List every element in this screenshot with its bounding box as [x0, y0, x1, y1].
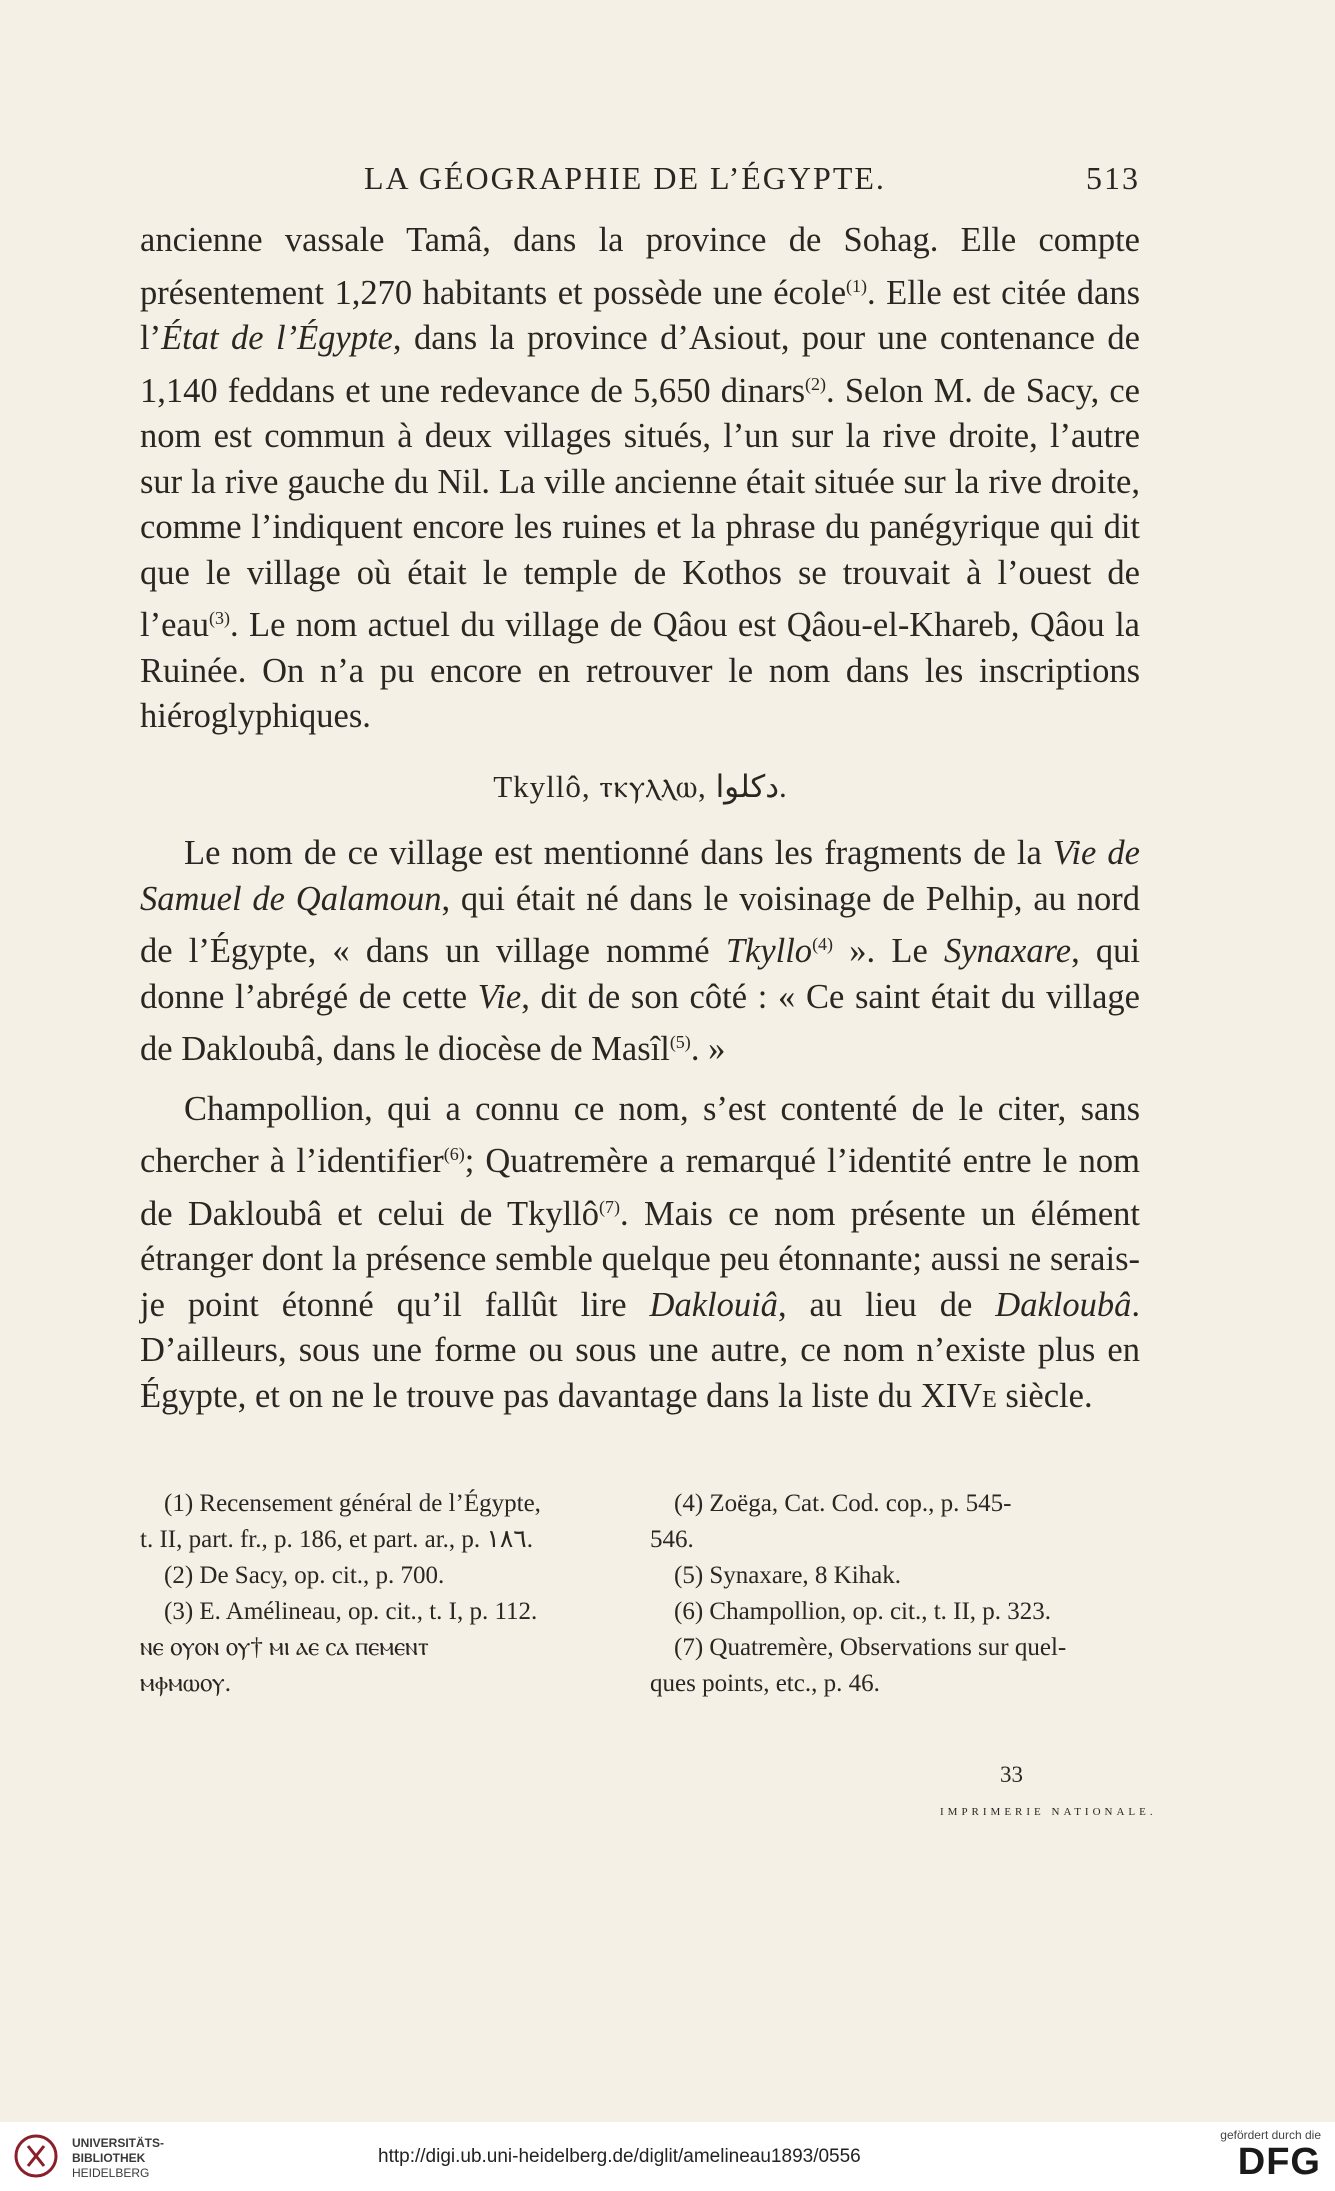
footnote-ref[interactable]: (3) — [208, 608, 230, 628]
footnote-2: (2) De Sacy, op. cit., p. 700. — [164, 1562, 445, 1589]
paragraph-2: Le nom de ce village est mentionné dans les fragments de la Vie de Samuel de Qalamoun, qui était né dans le voisinage de Pelhip, au nord de l’Égypte, « dans un village nommé Tkyllo$^{(4)}$ ». Le Synaxare, qui donne l’abrégé de cette Vie, dit de son côté : « Ce saint était du village de Dakloubâ, dans le diocèse de Masîl$^{(5)}$. » — [140, 834, 1140, 1068]
paragraph-3: Champollion, qui a connu ce nom, s’est contenté de le citer, sans chercher à l’identifier$^{(6)}$; Quatremère a remarqué l’identité entre le nom de Dakloubâ et celui de Tkyllô$^{(7)}$. Mais ce nom présente un élément étranger dont la présence semble quelque peu étonnante; aussi ne serais-je point étonné qu’il fallût lire Daklouiâ, au lieu de Dakloubâ. D’ailleurs, sous une forme ou sous une autre, ce nom n’existe plus en Égypte, et on ne le trouve pas davantage dans la liste du XIVe siècle. — [140, 1089, 1141, 1415]
footnote-3: (3) E. Amélineau, op. cit., t. I, p. 112. — [164, 1598, 538, 1625]
university-seal-icon — [14, 2134, 58, 2178]
running-title: LA GÉOGRAPHIE DE L’ÉGYPTE. — [364, 160, 886, 196]
footnote-ref[interactable]: (6) — [443, 1144, 465, 1164]
footnote-6: (6) Champollion, op. cit., t. II, p. 323. — [674, 1598, 1052, 1625]
footnote-3-coptic-cont: ⲙⲫⲙⲱⲟⲩ. — [140, 1670, 231, 1697]
permalink-url[interactable]: http://digi.ub.uni-heidelberg.de/diglit/amelineau1893/0556 — [378, 2146, 861, 2167]
footnote-ref[interactable]: (7) — [599, 1196, 621, 1217]
university-name[interactable]: UNIVERSITÄTS- BIBLIOTHEK HEIDELBERG — [72, 2136, 165, 2180]
viewer-footer — [0, 2122, 1335, 2191]
page-number: 513 — [1086, 160, 1140, 196]
imprint-line: IMPRIMERIE NATIONALE. — [940, 1806, 1157, 1818]
body-text — [140, 218, 1140, 1419]
footnote-7-cont: ques points, etc., p. 46. — [650, 1670, 880, 1697]
footnote-1-cont: t. II, part. fr., p. 186, et part. ar., p. ١٨٦. — [140, 1526, 533, 1553]
footnote-ref[interactable]: (1) — [846, 275, 868, 296]
dfg-logo: DFG — [1237, 2141, 1321, 2183]
funding-credit[interactable]: gefördert durch die DFG — [1191, 2128, 1321, 2182]
footnote-ref[interactable]: (4) — [812, 934, 834, 954]
footnote-3-coptic: ⲛⲉ ⲟⲩⲟⲛ ⲟⲩ† ⲙⲓ ⲁⲉ ⲥⲁ ⲡⲉⲙⲉⲛⲧ — [140, 1634, 429, 1661]
footnotes-right-column — [650, 1486, 1140, 1702]
paragraph-1: ancienne vassale Tamâ, dans la province de Sohag. Elle compte présentement 1,270 habitants et possède une école$^{(1)}$. Elle est citée dans l’État de l’Égypte, dans la province d’Asiout, pour une contenance de 1,140 feddans et une redevance de 5,650 dinars$^{(2)}$. Selon M. de Sacy, ce nom est commun à deux villages situés, l’un sur la rive droite, l’autre sur la rive gauche du Nil. La ville ancienne était située sur la rive droite, comme l’indiquent encore les ruines et la phrase du panégyrique qui dit que le village où était le temple de Kothos se trouvait à l’ouest de l’eau$^{(3)}$. Le nom actuel du village de Qâou est Qâou-el-Khareb, Qâou la Ruinée. On n’a pu encore en retrouver le nom dans les inscriptions hiéroglyphiques. — [140, 221, 1140, 735]
footnotes-left-column — [140, 1486, 610, 1702]
footnote-1: (1) Recensement général de l’Égypte, — [164, 1490, 541, 1517]
signature-mark: 33 — [1000, 1762, 1023, 1787]
footnote-4: (4) Zoëga, Cat. Cod. cop., p. 545- — [674, 1490, 1012, 1517]
footnote-7: (7) Quatremère, Observations sur quel- — [674, 1634, 1067, 1661]
footnote-4-cont: 546. — [650, 1526, 694, 1553]
footnote-5: (5) Synaxare, 8 Kihak. — [674, 1562, 902, 1589]
footnote-ref[interactable]: (2) — [805, 373, 827, 394]
section-heading: Tkyllô, ⲧⲕⲩⲗⲗⲱ, دكلوا. — [493, 768, 787, 804]
footnote-ref[interactable]: (5) — [669, 1032, 691, 1052]
